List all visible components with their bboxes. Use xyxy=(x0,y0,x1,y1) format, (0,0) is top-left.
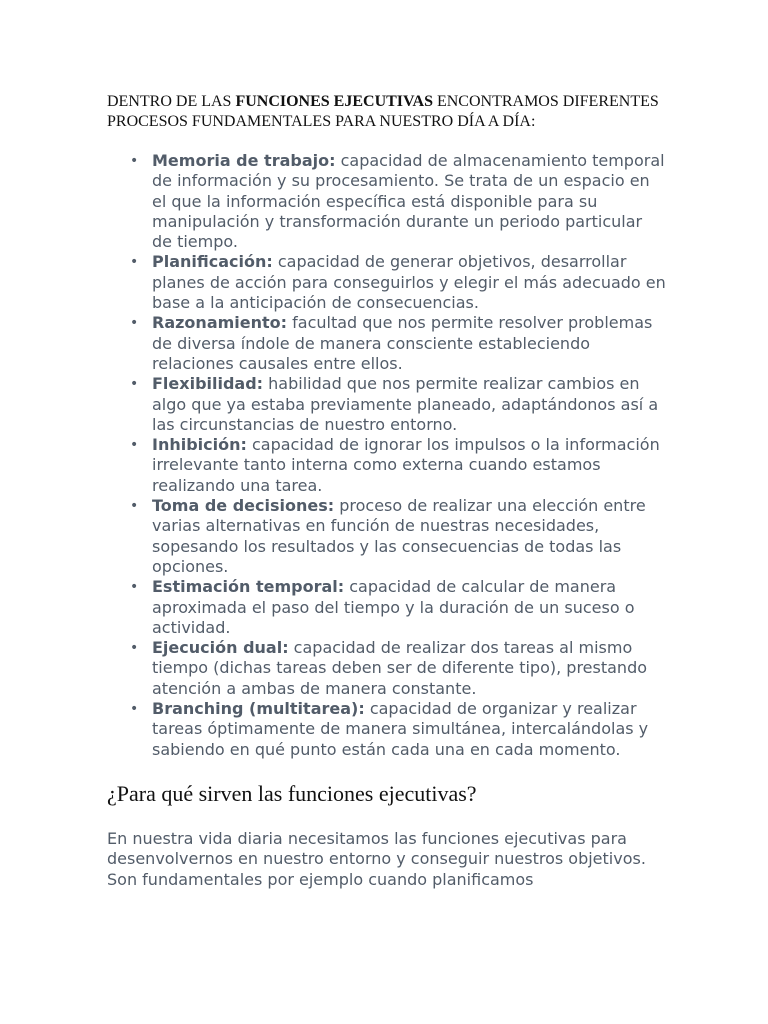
list-item-planificacion xyxy=(130,252,667,313)
list-item-memoria xyxy=(130,151,667,252)
bullet-icon: • xyxy=(130,437,139,454)
intro-text-bold: FUNCIONES EJECUTIVAS xyxy=(235,93,433,110)
bullet-icon: • xyxy=(130,376,139,393)
list-item-desc: facultad que nos permite resolver problemas de diversa índole de manera consciente estableciendo relaciones causales entre ellos. xyxy=(152,313,653,373)
intro-paragraph xyxy=(107,92,667,132)
list-item-term: Branching (multitarea): xyxy=(152,699,365,719)
list-item-term: Planificación: xyxy=(152,252,273,272)
section-heading: ¿Para qué sirven las funciones ejecutivas? xyxy=(107,780,477,806)
bullet-icon: • xyxy=(130,254,139,271)
list-item-ejecucion-dual xyxy=(130,638,667,699)
list-item-term: Razonamiento: xyxy=(152,313,288,333)
list-item-desc: proceso de realizar una elección entre varias alternativas en función de nuestras necesidades, sopesando los resultados y las consecuencias de todas las opciones. xyxy=(152,496,646,576)
bullet-icon: • xyxy=(130,498,139,515)
section-body-paragraph: En nuestra vida diaria necesitamos las funciones ejecutivas para desenvolvernos en nuestro entorno y conseguir nuestros objetivos. Son fundamentales por ejemplo cuando planificamos xyxy=(107,828,646,889)
list-item-estimacion-temporal xyxy=(130,577,667,638)
executive-functions-list xyxy=(107,151,667,760)
bullet-icon: • xyxy=(130,579,139,596)
list-item-desc: habilidad que nos permite realizar cambios en algo que ya estaba previamente planeado, adaptándonos así a las circunstancias de nuestro entorno. xyxy=(152,374,659,434)
document-page xyxy=(107,92,667,890)
list-item-desc: capacidad de organizar y realizar tareas óptimamente de manera simultánea, intercalándolas y sabiendo en qué punto están cada una en cada momento. xyxy=(152,699,649,759)
intro-text-post: ENCONTRAMOS DIFERENTES PROCESOS FUNDAMENTALES PARA NUESTRO DÍA A DÍA: xyxy=(107,93,659,130)
list-item-desc: capacidad de generar objetivos, desarrollar planes de acción para conseguirlos y elegir el más adecuado en base a la anticipación de consecuencias. xyxy=(152,252,666,313)
list-item-inhibicion xyxy=(130,435,667,496)
intro-text-pre: DENTRO DE LAS xyxy=(107,93,236,110)
list-item-term: Ejecución dual: xyxy=(152,638,289,658)
list-item-desc: capacidad de calcular de manera aproximada el paso del tiempo y la duración de un suceso o actividad. xyxy=(152,577,635,637)
list-item-term: Estimación temporal: xyxy=(152,577,345,597)
list-item-term: Inhibición: xyxy=(152,435,247,455)
list-item-flexibilidad xyxy=(130,374,667,435)
list-item-term: Flexibilidad: xyxy=(152,374,264,394)
bullet-icon: • xyxy=(130,153,139,169)
bullet-icon: • xyxy=(130,640,139,657)
list-item-desc: capacidad de almacenamiento temporal de información y su procesamiento. Se trata de un espacio en el que la información específica está disponible para su manipulación y transformación durante un periodo particular de tiempo. xyxy=(152,151,665,252)
list-item-toma-decisiones xyxy=(130,496,667,577)
list-item-razonamiento xyxy=(130,313,667,374)
list-item-branching xyxy=(130,699,667,760)
bullet-icon: • xyxy=(130,315,139,332)
list-item-desc: capacidad de ignorar los impulsos o la información irrelevante tanto interna como externa cuando estamos realizando una tarea. xyxy=(152,435,660,495)
list-item-desc: capacidad de realizar dos tareas al mismo tiempo (dichas tareas deben ser de diferente tipo), prestando atención a ambas de manera constante. xyxy=(152,638,648,698)
list-item-term: Toma de decisiones: xyxy=(152,496,335,516)
list-item-term: Memoria de trabajo: xyxy=(152,151,336,170)
bullet-icon: • xyxy=(130,701,139,718)
